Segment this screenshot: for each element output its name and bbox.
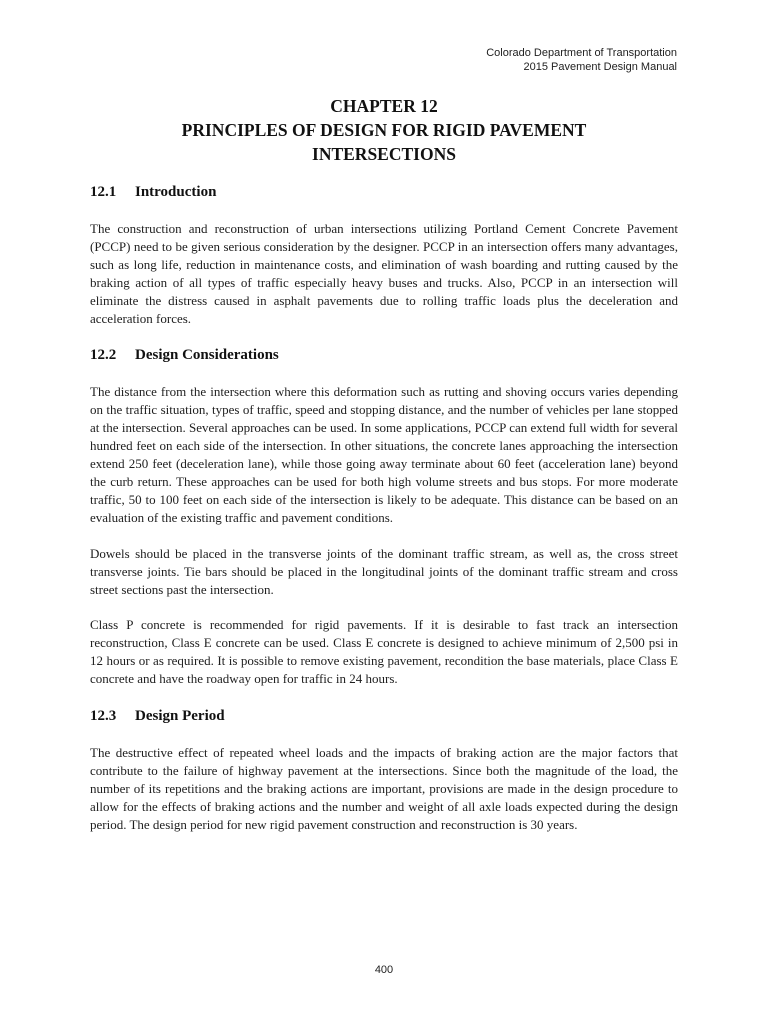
section-heading	[90, 706, 678, 726]
chapter-title-line-2: INTERSECTIONS	[312, 144, 456, 164]
header-document-title: 2015 Pavement Design Manual	[523, 61, 677, 73]
paragraph: The distance from the intersection where this deformation such as rutting and shoving occurs varies depending on the traffic situation, types of traffic, speed and stopping distance, and the number of vehicles per lane stopped at the intersection. Several approaches can be used. In some applications, PCCP can extend full width for several hundred feet on each side of the intersection. In other situations, the concrete lanes approaching the intersection extend 250 feet (deceleration lane), while those going away terminate about 60 feet (acceleration lane) beyond the curb return. These approaches can be used for both high volume streets and bus stops. For more moderate traffic, 50 to 100 feet on each side of the intersection is likely to be adequate. This distance can be based on an evaluation of the existing traffic and pavement conditions.	[90, 384, 678, 525]
section-title: Design Considerations	[135, 347, 279, 364]
running-header	[486, 46, 677, 74]
section-number: 12.2	[90, 347, 117, 364]
chapter-number: CHAPTER 12	[330, 96, 438, 116]
section-introduction	[90, 182, 678, 327]
chapter-title-block	[90, 94, 678, 166]
section-design-period	[90, 706, 678, 834]
chapter-body	[90, 182, 678, 852]
section-number: 12.1	[90, 184, 117, 200]
paragraph: Class P concrete is recommended for rigid pavements. If it is desirable to fast track an intersection reconstruction, Class E concrete can be used. Class E concrete is designed to achieve minimum of 2,500 psi in 12 hours or as required. It is possible to remove existing pavement, recondition the base materials, place Class E concrete and have the roadway open for traffic in 24 hours.	[90, 617, 678, 687]
section-heading	[90, 345, 678, 365]
paragraph: The destructive effect of repeated wheel loads and the impacts of braking action are the major factors that contribute to the failure of highway pavement at the intersections. Since both the magnitude of the load, the number of its repetitions and the braking actions are important, provisions are made in the design procedure to allow for the effects of braking actions and the number and weight of all axle loads expected during the design period. The design period for new rigid pavement construction and reconstruction is 30 years.	[90, 745, 678, 832]
page-number: 400	[374, 964, 394, 976]
header-organization: Colorado Department of Transportation	[486, 47, 677, 59]
section-title: Introduction	[135, 184, 217, 200]
paragraph: The construction and reconstruction of urban intersections utilizing Portland Cement Concrete Pavement (PCCP) need to be given serious consideration by the designer. PCCP in an intersection offers many advantages, such as long life, reduction in maintenance costs, and elimination of wash boarding and rutting caused by the braking action of all types of traffic especially heavy buses and trucks. Also, PCCP in an intersection will eliminate the distress caused in asphalt pavements due to rolling traffic loads plus the deceleration and acceleration forces.	[90, 221, 678, 326]
section-heading	[90, 182, 678, 202]
section-title: Design Period	[135, 708, 225, 725]
paragraph: Dowels should be placed in the transverse joints of the dominant traffic stream, as well as, the cross street transverse joints. Tie bars should be placed in the longitudinal joints of the dominant traffic stream and cross street sections past the intersection.	[90, 545, 678, 597]
section-design-considerations	[90, 345, 678, 688]
section-number: 12.3	[90, 708, 117, 725]
chapter-title-line-1: PRINCIPLES OF DESIGN FOR RIGID PAVEMENT	[181, 120, 587, 140]
